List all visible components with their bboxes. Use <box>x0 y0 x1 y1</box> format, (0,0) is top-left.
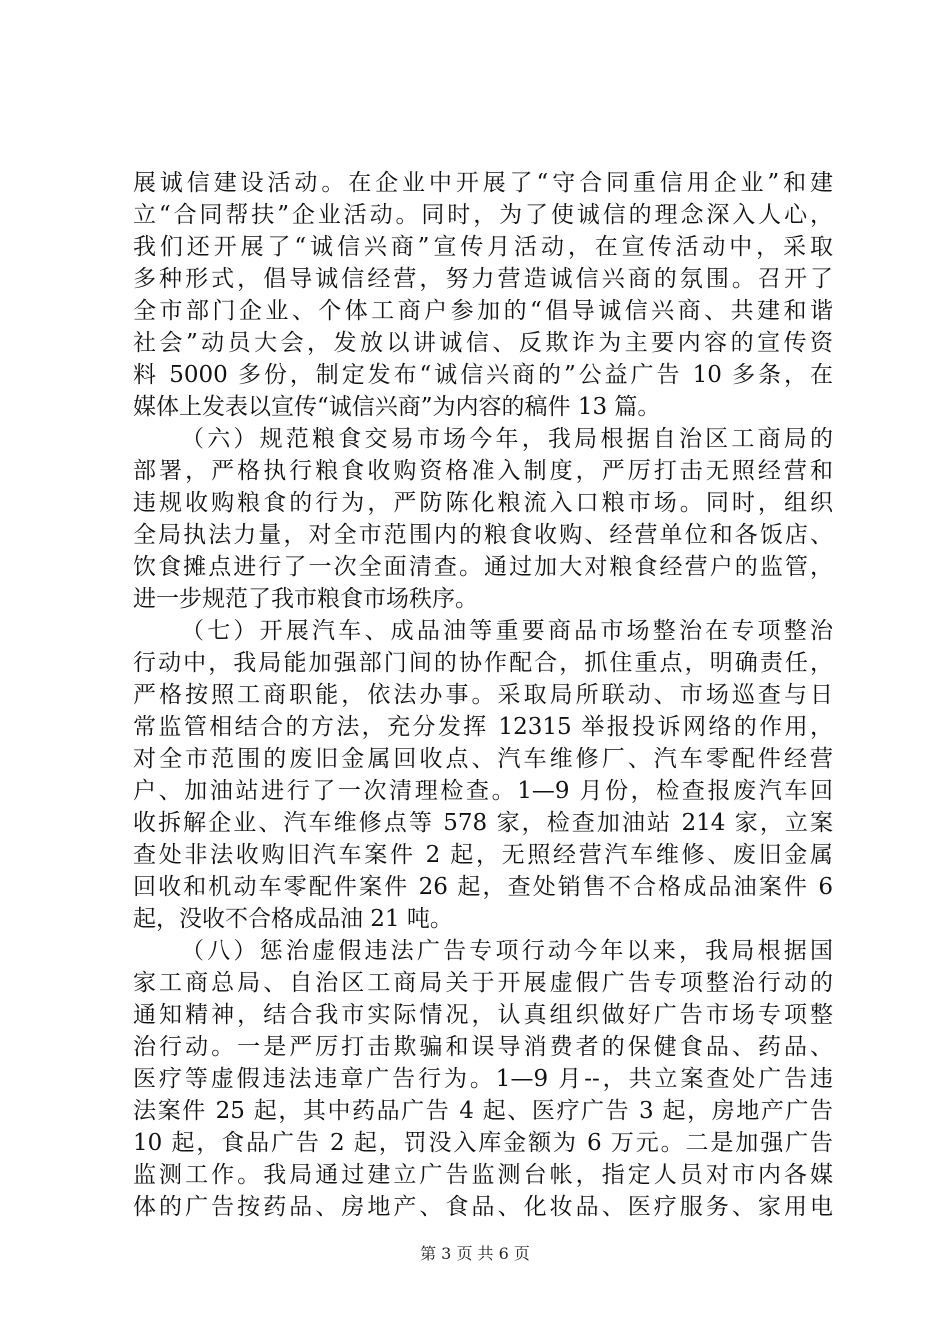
text-line: 媒体上发表以宣传“诚信兴商”为内容的稿件 13 篇。 <box>133 394 661 420</box>
text-line: 展诚信建设活动。在企业中开展了“守合同重信用企业”和建 <box>133 170 833 196</box>
text-line: 严格按照工商职能，依法办事。采取局所联动、市场巡查与日 <box>133 682 833 708</box>
text-line: 回收和机动车零配件案件 26 起，查处销售不合格成品油案件 6 <box>133 874 833 900</box>
text-line: （七）开展汽车、成品油等重要商品市场整治在专项整治 <box>181 618 833 644</box>
page-footer: 第 3 页 共 6 页 <box>420 1244 530 1263</box>
text-line: 社会”动员大会，发放以讲诚信、反欺诈为主要内容的宣传资 <box>133 330 833 356</box>
text-line: 全局执法力量，对全市范围内的粮食收购、经营单位和各饭店、 <box>133 522 833 548</box>
text-line: 监测工作。我局通过建立广告监测台帐，指定人员对市内各媒 <box>133 1162 833 1188</box>
text-line: 部署，严格执行粮食收购资格准入制度，严厉打击无照经营和 <box>133 458 833 484</box>
text-line: 常监管相结合的方法，充分发挥 12315 举报投诉网络的作用， <box>133 714 833 740</box>
text-line: 料 5000 多份，制定发布“诚信兴商的”公益广告 10 多条，在 <box>133 362 833 388</box>
text-line: 对全市范围的废旧金属回收点、汽车维修厂、汽车零配件经营 <box>133 746 833 772</box>
text-line: （八）惩治虚假违法广告专项行动今年以来，我局根据国 <box>181 938 833 964</box>
text-line: 违规收购粮食的行为，严防陈化粮流入口粮市场。同时，组织 <box>133 490 833 516</box>
text-line: 我们还开展了“诚信兴商”宣传月活动，在宣传活动中，采取 <box>133 234 833 260</box>
text-line: 进一步规范了我市粮食市场秩序。 <box>133 586 478 612</box>
text-line: 查处非法收购旧汽车案件 2 起，无照经营汽车维修、废旧金属 <box>133 842 833 868</box>
text-line: 法案件 25 起，其中药品广告 4 起、医疗广告 3 起，房地产广告 <box>133 1098 833 1124</box>
text-line: 行动中，我局能加强部门间的协作配合，抓住重点，明确责任， <box>133 650 833 676</box>
text-line: 立“合同帮扶”企业活动。同时，为了使诚信的理念深入人心， <box>133 202 833 228</box>
text-line: 多种形式，倡导诚信经营，努力营造诚信兴商的氛围。召开了 <box>133 266 833 292</box>
text-line: 户、加油站进行了一次清理检查。1—9 月份，检查报废汽车回 <box>133 778 833 804</box>
text-line: 通知精神，结合我市实际情况，认真组织做好广告市场专项整 <box>133 1002 833 1028</box>
text-line: 治行动。一是严厉打击欺骗和误导消费者的保健食品、药品、 <box>133 1034 833 1060</box>
text-line: 全市部门企业、个体工商户参加的“倡导诚信兴商、共建和谐 <box>133 298 833 324</box>
text-line: 体的广告按药品、房地产、食品、化妆品、医疗服务、家用电 <box>133 1194 833 1220</box>
text-line: 医疗等虚假违法违章广告行为。1—9 月--，共立案查处广告违 <box>133 1066 833 1092</box>
body-text <box>133 167 833 1223</box>
text-line: 家工商总局、自治区工商局关于开展虚假广告专项整治行动的 <box>133 970 833 996</box>
text-line: 收拆解企业、汽车维修点等 578 家，检查加油站 214 家，立案 <box>133 810 833 836</box>
text-line: 10 起，食品广告 2 起，罚没入库金额为 6 万元。二是加强广告 <box>133 1130 833 1156</box>
text-line: （六）规范粮食交易市场今年，我局根据自治区工商局的 <box>181 426 833 452</box>
text-line: 饮食摊点进行了一次全面清查。通过加大对粮食经营户的监管， <box>133 554 833 580</box>
text-line: 起，没收不合格成品油 21 吨。 <box>133 906 453 932</box>
